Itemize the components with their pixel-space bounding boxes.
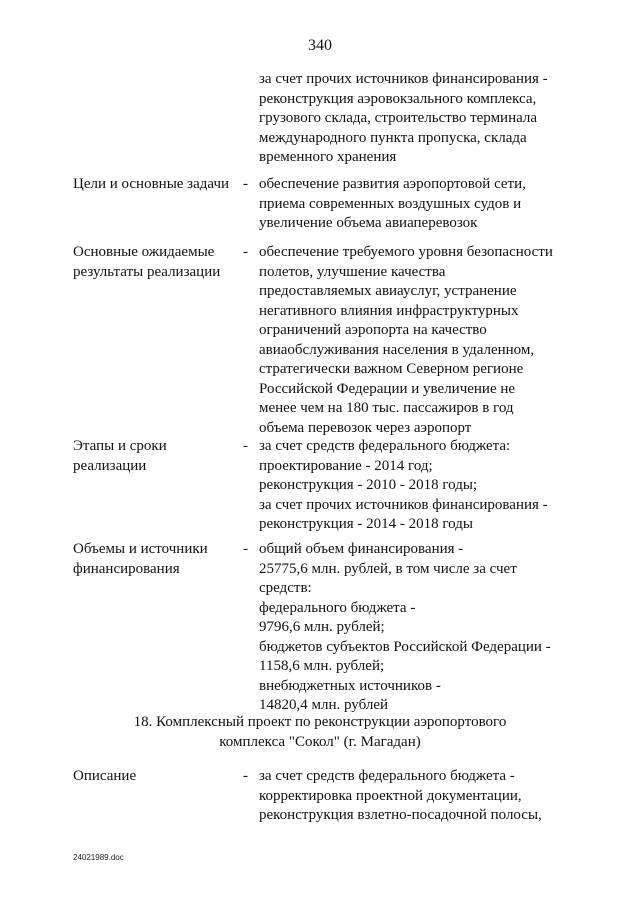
description-value: за счет средств федерального бюджета - корректировка проектной документации, реконструкция взлетно-посадочной полосы,: [259, 768, 542, 823]
page-number: 340: [308, 37, 332, 54]
description-label: Описание: [73, 768, 137, 784]
continuation-value: за счет прочих источников финансирования - реконструкция аэровокзального комплекса, грузового склада, строительство терминала международного пункта пропуска, склада временного хранения: [259, 71, 548, 165]
section-heading: 18. Комплексный проект по реконструкции аэропортового комплекса "Сокол" (г. Магадан): [133, 714, 507, 750]
goals-value: обеспечение развития аэропортовой сети, приема современных воздушных судов и увеличение объема авиаперевозок: [259, 176, 526, 231]
funding-value: общий объем финансирования - 25775,6 млн. рублей, в том числе за счет средств: федерального бюджета - 9796,6 млн. рублей; бюджетов субъектов Российской Федерации - 1158,6 млн. рублей; внебюджетных источников - 14820,4 млн. рублей: [259, 541, 551, 713]
expected-results-label: Основные ожидаемые результаты реализации: [73, 244, 221, 280]
goals-dash: -: [243, 176, 248, 192]
description-dash: -: [243, 768, 248, 784]
expected-results-value: обеспечение требуемого уровня безопасности полетов, улучшение качества предоставляемых авиауслуг, устранение негативного влияния инфраструктурных ограничений аэропорта на качество авиаобслуживания населения в удаленном, стратегически важном Северном регионе Российской Федерации и увеличение не менее чем на 180 тыс. пассажиров в год объема перевозок через аэропорт: [259, 244, 553, 436]
stages-dash: -: [243, 438, 248, 454]
stages-label: Этапы и сроки реализации: [73, 438, 167, 474]
goals-label: Цели и основные задачи: [73, 176, 230, 192]
expected-results-dash: -: [243, 244, 248, 260]
stages-value: за счет средств федерального бюджета: проектирование - 2014 год; реконструкция - 2010 - 2018 годы; за счет прочих источников финансирования - реконструкция - 2014 - 2018 годы: [259, 438, 548, 532]
file-name-footer: 24021989.doc: [73, 853, 124, 862]
funding-dash: -: [243, 541, 248, 557]
funding-label: Объемы и источники финансирования: [73, 541, 208, 577]
